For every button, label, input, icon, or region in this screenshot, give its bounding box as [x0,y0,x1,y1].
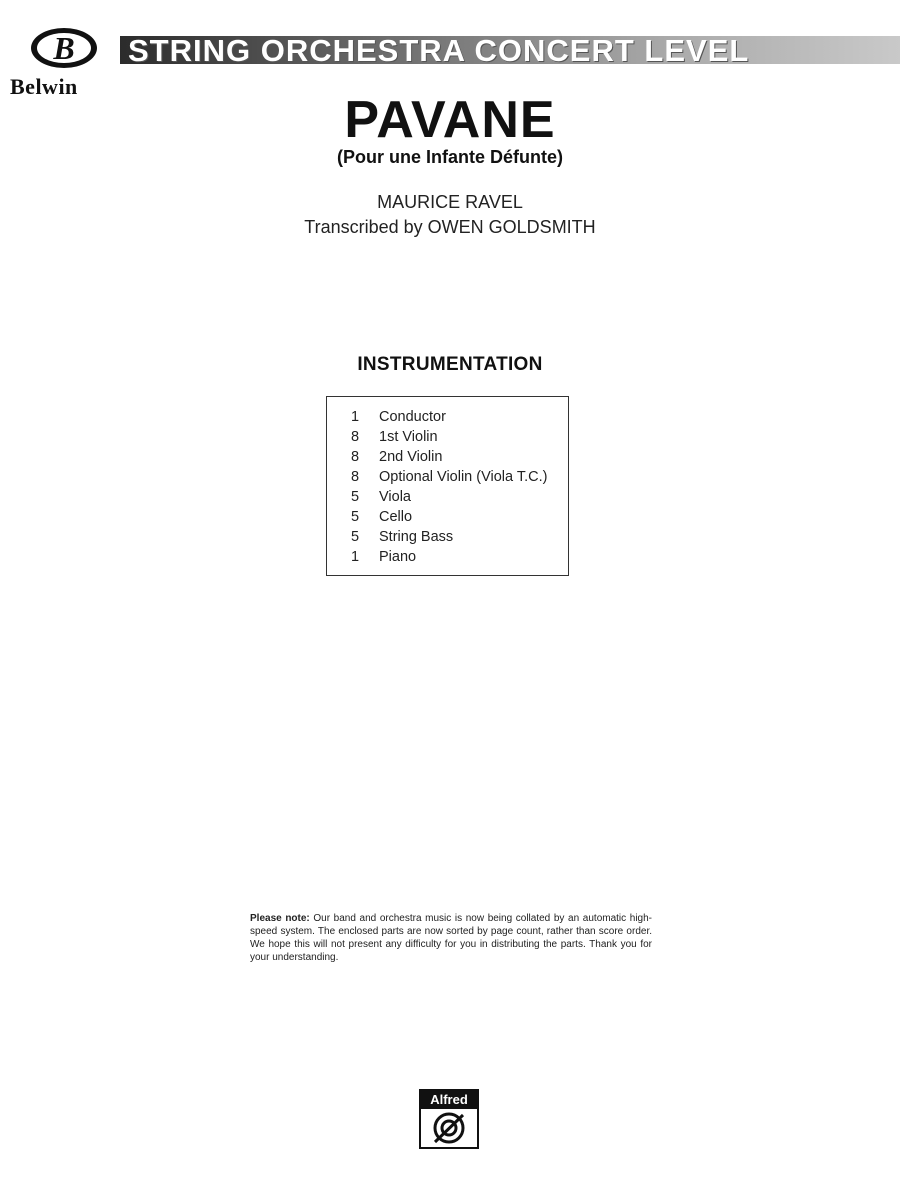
instrument-part: String Bass [379,529,454,545]
instrument-row [351,547,547,567]
note-label: Please note: [250,913,310,924]
instrument-qty: 5 [351,529,360,545]
instrument-qty: 1 [351,409,360,425]
transcriber-credit: Transcribed by OWEN GOLDSMITH [304,217,596,237]
instrument-row [351,507,547,527]
instrument-row [351,427,547,447]
page-subtitle: (Pour une Infante Défunte) [337,147,563,167]
instrumentation-heading: INSTRUMENTATION [357,354,543,375]
collation-note [250,912,652,964]
instrument-qty: 5 [351,509,360,525]
alfred-monogram-icon [427,1111,471,1145]
instrument-part: 2nd Violin [379,449,443,465]
instrument-part: Cello [379,509,413,525]
belwin-b-logo-icon [30,26,98,70]
instrument-qty: 8 [351,449,360,465]
instrument-part: Viola [379,489,411,505]
instrument-qty: 8 [351,429,360,445]
composer-name: MAURICE RAVEL [377,192,523,212]
instrument-row [351,407,547,427]
instrument-part: Optional Violin (Viola T.C.) [379,469,548,485]
instrument-row [351,527,547,547]
alfred-logo-icon [419,1089,479,1149]
series-banner-text: STRING ORCHESTRA CONCERT LEVEL [128,33,750,68]
instrument-row [351,467,547,487]
page-title: PAVANE [344,91,556,149]
publisher-name: Belwin [10,74,78,99]
instrument-part: Conductor [379,409,446,425]
instrumentation-box [326,396,569,576]
instrument-part: 1st Violin [379,429,438,445]
instrument-qty: 5 [351,489,360,505]
instrument-row [351,487,547,507]
svg-text:B: B [53,30,75,66]
note-text: Our band and orchestra music is now being collated by an automatic high-speed system. The enclosed parts are now sorted by page count, rather than score order. We hope this will not present any difficulty for you in distributing the parts. Thank you for your understanding. [250,913,652,963]
instrument-qty: 8 [351,469,360,485]
instrument-part: Piano [379,549,417,565]
instrument-row [351,447,547,467]
instrumentation-list [351,407,547,567]
instrument-qty: 1 [351,549,360,565]
alfred-logo-word: Alfred [421,1091,477,1109]
